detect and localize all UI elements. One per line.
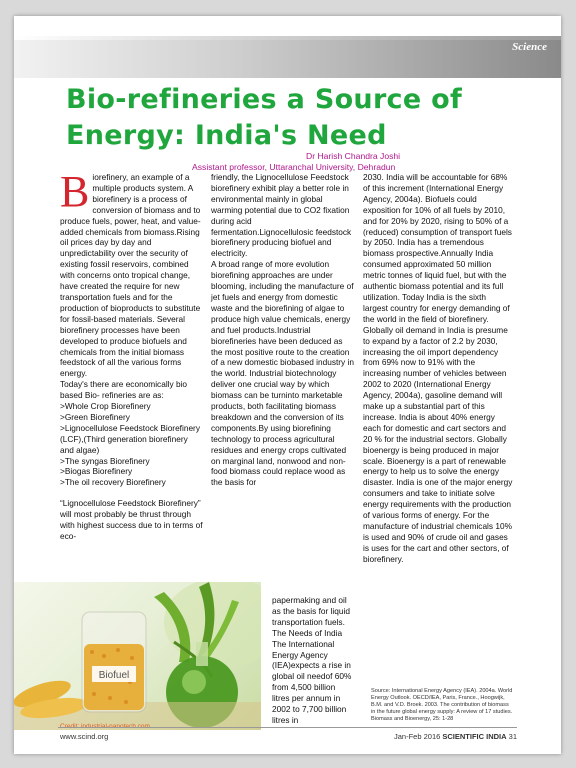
col1-paragraph-1: iorefinery, an example of a multiple products system. A biorefinery is a process of conversion of biomass and to produce fuels, power, heat, and value-added chemicals from biomass.Rising oil prices day by day and unpredictability over the security of existing fossil reservoirs, combined with concerns onto tropical change, have created the require for new transportation fuels and for the production of bioproducts to substitute for fossil-based materials. Several biorefinery processes have been developed to produce biofuels and chemicals from the initial biomass feedstock of all the various forms energy. [60, 172, 203, 379]
footer-issue: Jan-Feb 2016 [394, 732, 441, 741]
col2-paragraph-1: friendly, the Lignocellulose Feedstock biorefinery exhibit play a better role in environmental mainly in global warming potential due to CO2 fixation during acid fermentation.Lignocellulosic feedstock biorefinery producing biofuel and electricity. [211, 172, 354, 259]
col1-paragraph-3: “Lignocellulose Feedstock Biorefinery” will most probably be thrust through with highest success due to in terms of eco- [60, 498, 205, 541]
footer-rule [58, 727, 517, 728]
biofuel-photo [14, 582, 261, 730]
magazine-page [14, 16, 561, 754]
section-tag: Science [512, 41, 547, 53]
author-name: Dr Harish Chandra Joshi [306, 151, 401, 161]
drop-cap: B [60, 167, 90, 216]
title-line-2: Energy: India's Need [66, 120, 387, 151]
biofuel-illustration [14, 582, 261, 730]
col2-paragraph-3: papermaking and oil as the basis for liquid transportation fuels. [272, 595, 350, 627]
column-2 [211, 172, 357, 488]
col2-paragraph-2: A broad range of more evolution biorefining approaches are under blooming, including the manufacture of jet fuels and energy from domestic waste and the biorefining of algae to produce high value chemicals, energy and fuel products.Industrial biorefineries have been deduced as the most positive route to the creation of a new domestic biobased industry in the world. Industrial biotechnology deliver one crucial way by which biomass can be turninto marketable products, both facilitating biomass breakdown and the conversion of its components.By using biorefining technology to process agricultural residues and energy crops cultivated on marginal land, nonwood and non-food biomass could replace wood as the basis for [211, 259, 357, 488]
subheading-needs-of-india: The Needs of India [272, 627, 343, 638]
column-2-continued [272, 595, 352, 726]
sources-note: Source: International Energy Agency (IEA). 2004a. World Energy Outlook. OECD/IEA, Paris, France., Hoogwijk, B.M. and V.D. Broek. 2003. The contribution of biomass in the future global energy supply: A review of 17 studies. Biomass and Bioenergy, 25: 1-28 [371, 688, 513, 722]
column-3 [363, 172, 513, 565]
col3-paragraph-1: 2030. India will be accountable for 68% of this increment (International Energy Agency, 2004a). Biofuels could exposition for 10% of all fuels by 2010, and for 20% by 2020, rising to 50% of a (reduced) consumption of transport fuels by 2050. India has a tremendous biomass prospective.Annually India consumed approximated 50 million metric tonnes of liquid fuel, but with the authentic biomass potential and its full utilization. Today India is the sixth largest country for energy demanding of the world in the field of biorefinery. Globally oil demand in India is presume to expand by a factor of 2.2 by 2030, increasing the oil import dependency from 69% now to 91% with the increasing number of vehicles between 2002 to 2020 (International Energy Agency, 2004a), gasoline demand will make up a substantial part of this increase. India is about 40% energy each for domestic and cart sectors and 20 % for the industrial sectors. Globally bioenergy is being produced in major scale. Bioenergy is a part of renewable energy to help us to solve the energy disaster. India is one of the major energy consumers and take to initiate solve energy requirements with the production of various forms of energy. For the manufacture of industrial chemicals 10% is used and 90% of crude oil and gases is uses for the cart and other sectors, of biorefinery. [363, 172, 515, 564]
title-line-1: Bio-refineries a Source of [66, 84, 463, 115]
col1-paragraph-2: Today's there are economically bio based Bio- refineries are as: [60, 379, 190, 401]
footer-website: www.scind.org [60, 732, 109, 741]
article-title [66, 82, 546, 154]
footer-issue-info [394, 732, 517, 741]
jar-label: Biofuel [98, 670, 130, 681]
author-affiliation: Assistant professor, Uttaranchal University, Dehradun [192, 162, 396, 172]
header-band [14, 40, 561, 78]
footer-magazine: SCIENTIFIC INDIA [442, 732, 507, 741]
column-1 [60, 167, 205, 542]
biorefinery-list: >Whole Crop Biorefinery >Green Biorefinery >Lignocellulose Feedstock Biorefinery (LCF),(Third generation biorefinery and algae) >The syngas Biorefinery >Biogas Biorefinery >The oil recovery Biorefinery [60, 401, 200, 488]
col2-paragraph-5: The International Energy Agency (IEA)expects a rise in global oil needof 60% from 4,500 billion litres per annum in 2002 to 7,700 billion litres in [272, 638, 352, 725]
byline [14, 151, 561, 173]
footer-page-number: 31 [508, 732, 517, 741]
